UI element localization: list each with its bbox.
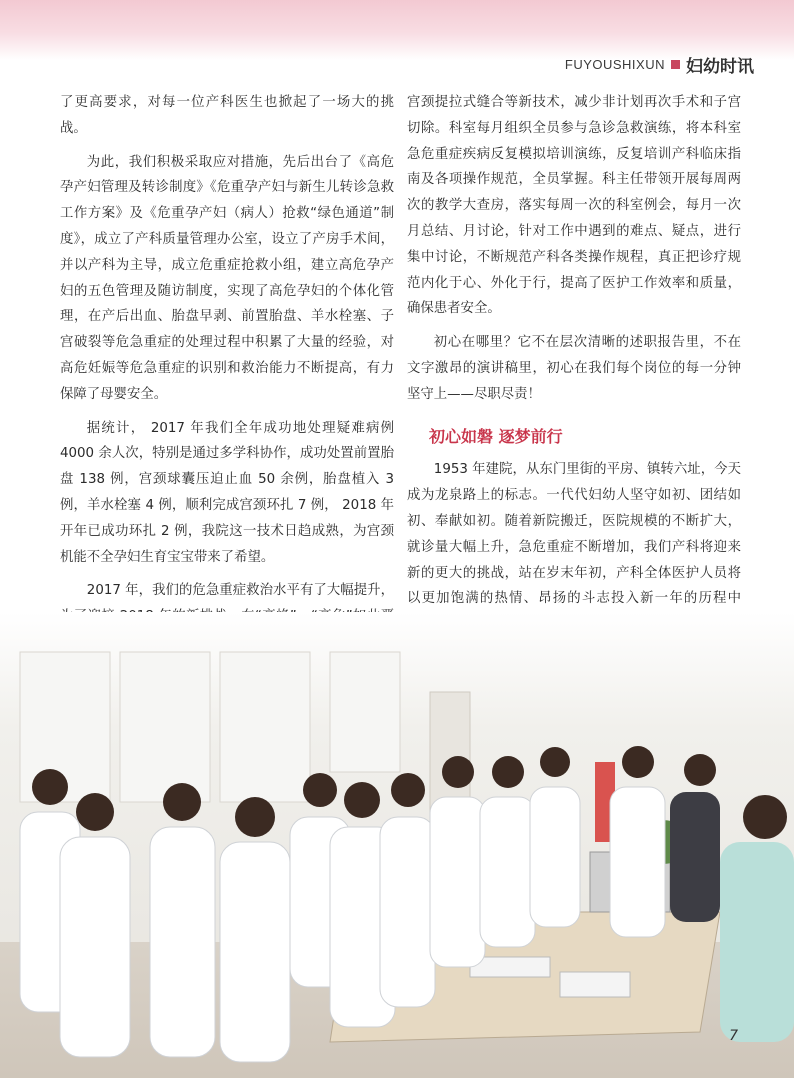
left-paragraph: 了更高要求，对每一位产科医生也掀起了一场大的挑战。: [60, 95, 394, 136]
right-column: [407, 90, 741, 680]
photo-illustration: [0, 612, 794, 1078]
right-paragraph: 宫颈提拉式缝合等新技术，减少非计划再次手术和子宫切除。科室每月组织全员参与急诊急救演练，将本科室急危重症疾病反复模拟培训演练，反复培训产科临床指南及各项操作规范，全员掌握。科主任带领开展每周两次的教学大查房，落实每周一次的科室例会，每月一次月总结、月讨论，针对工作中遇到的难点、疑点，进行集中讨论，不断规范产科各类操作规程，真正把诊疗规范内化于心、外化于行，提高了医护工作效率和质量，确保患者安全。: [407, 95, 741, 317]
right-paragraph: 1953 年建院，从东门里街的平房、镇转六址，今天成为龙泉路上的标志。一代代妇幼人坚守如初、团结如初、奉献如初。随着新院搬迁，医院规模的不断扩大，就诊量大幅上升，急危重症不断增加，我们产科将迎来新的更大的挑战，站在岁末年初，产科全体医护人员将以更加饱满的热情、昂扬的斗志投入新一年的历程中: [407, 462, 741, 607]
right-paragraph: 初心在哪里？它不在层次清晰的述职报告里，不在文字激昂的演讲稿里，初心在我们每个岗位的每一分钟坚守上——尽职尽责！: [407, 335, 741, 402]
staff-meeting-photo: [0, 612, 794, 1078]
header-band: [0, 0, 794, 60]
brand-chinese: 妇幼时讯: [686, 57, 754, 77]
brand-english: FUYOUSHIXUN: [564, 57, 665, 72]
left-paragraph: 为此，我们积极采取应对措施，先后出台了《高危孕产妇管理及转诊制度》《危重孕产妇与新生儿转诊急救工作方案》及《危重孕产妇（病人）抢救“绿色通道”制度》，成立了产科质量管理办公室，设立了产房手术间，并以产科为主导，成立危重症抢救小组，建立高危孕产妇的五色管理及随访制度，实现了高危孕妇的个体化管理，在产后出血、胎盘早剥、前置胎盘、羊水栓塞、子宫破裂等危急重症的处理过程中积累了大量的经验，对高危妊娠等危急重症的识别和救治能力不断提高，有力保障了母婴安全。: [60, 154, 394, 402]
left-paragraph: 2017 年，我们的危急重症救治水平有了大幅提升，: [86, 583, 394, 599]
page-number: 7: [729, 1028, 738, 1044]
left-paragraph: 据统计， 2017 年我们全年成功地处理疑难病例4000 余人次，特别是通过多学科协作，成功处置前置胎盘 138 例，宫颈球囊压迫止血 50 余例，胎盘植入 3 例，羊水栓塞 4 例，顺利完成宫颈环扎 7 例， 2018 年开年已成功环扎 2 例，我院这一技术日趋成熟，为宫颈机能不全孕妇生育宝宝带来了希望。: [60, 420, 394, 565]
brand-square-icon: [671, 60, 680, 69]
section-title: 初心如磐 逐梦前行: [429, 426, 563, 446]
magazine-header: [565, 52, 754, 77]
